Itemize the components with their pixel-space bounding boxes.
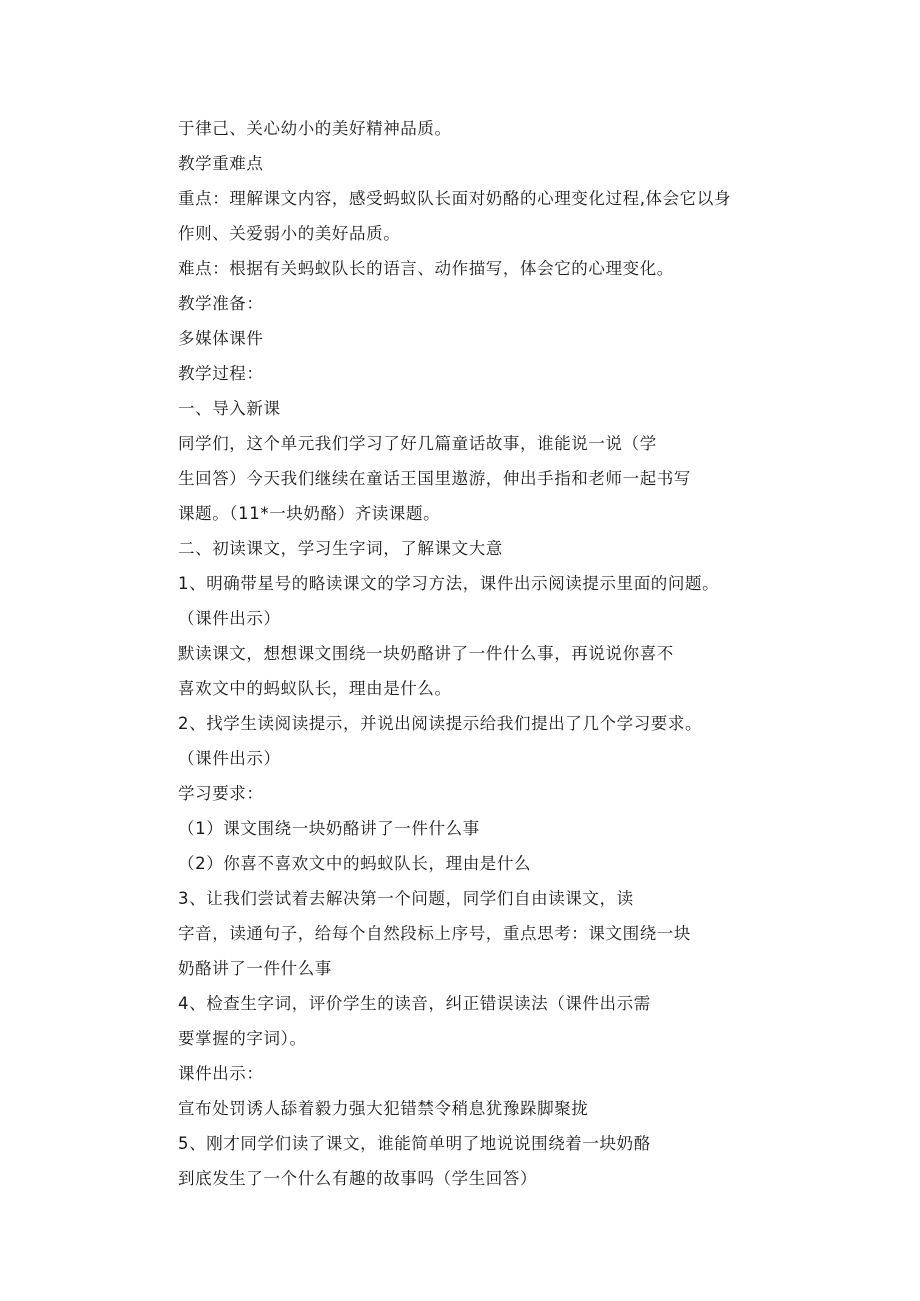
section-heading: 教学过程： [178,364,264,383]
section-heading: 一、导入新课 [178,399,281,418]
text-line: 同学们，这个单元我们学习了好几篇童话故事，谁能说一说（学 [178,434,657,453]
text-line: 难点：根据有关蚂蚁队长的语言、动作描写，体会它的心理变化。 [178,259,674,278]
text-line: 多媒体课件 [178,329,264,348]
text-line: 于律己、关心幼小的美好精神品质。 [178,119,452,138]
text-line: 5、刚才同学们读了课文，谁能简单明了地说说围绕着一块奶酪 [178,1134,651,1153]
section-heading: 二、初读课文，学习生字词，了解课文大意 [178,539,503,558]
text-line: （课件出示） [178,609,281,628]
text-line: 奶酪讲了一件什么事 [178,959,332,978]
list-item: （1）课文围绕一块奶酪讲了一件什么事 [178,819,480,838]
text-line: 重点：理解课文内容，感受蚂蚁队长面对奶酪的心理变化过程,体会它以身 [178,189,732,208]
text-line: 默读课文，想想课文围绕一块奶酪讲了一件什么事，再说说你喜不 [178,644,674,663]
text-line: 宣布处罚诱人舔着毅力强大犯错禁令稍息犹豫跺脚聚拢 [178,1099,589,1118]
text-line: 4、检查生字词，评价学生的读音，纠正错误读法（课件出示需 [178,994,651,1013]
text-line: 1、明确带星号的略读课文的学习方法，课件出示阅读提示里面的问题。 [178,574,720,593]
text-line: 学习要求： [178,784,264,803]
section-heading: 教学重难点 [178,154,264,173]
text-line: （课件出示） [178,749,281,768]
text-line: 喜欢文中的蚂蚁队长，理由是什么。 [178,679,452,698]
text-line: 生回答）今天我们继续在童话王国里遨游，伸出手指和老师一起书写 [178,469,691,488]
text-line: 到底发生了一个什么有趣的故事吗（学生回答） [178,1169,538,1188]
list-item: （2）你喜不喜欢文中的蚂蚁队长，理由是什么 [178,854,532,873]
text-line: 字音，读通句子，给每个自然段标上序号，重点思考：课文围绕一块 [178,924,691,943]
text-line: 3、让我们尝试着去解决第一个问题，同学们自由读课文，读 [178,889,634,908]
text-line: 要掌握的字词）。 [178,1029,307,1048]
text-line: 作则、关爱弱小的美好品质。 [178,224,401,243]
text-line: 课件出示： [178,1064,264,1083]
text-line: 课题。（11*一块奶酪）齐读课题。 [178,504,441,523]
section-heading: 教学准备： [178,294,264,313]
text-line: 2、找学生读阅读提示，并说出阅读提示给我们提出了几个学习要求。 [178,714,703,733]
